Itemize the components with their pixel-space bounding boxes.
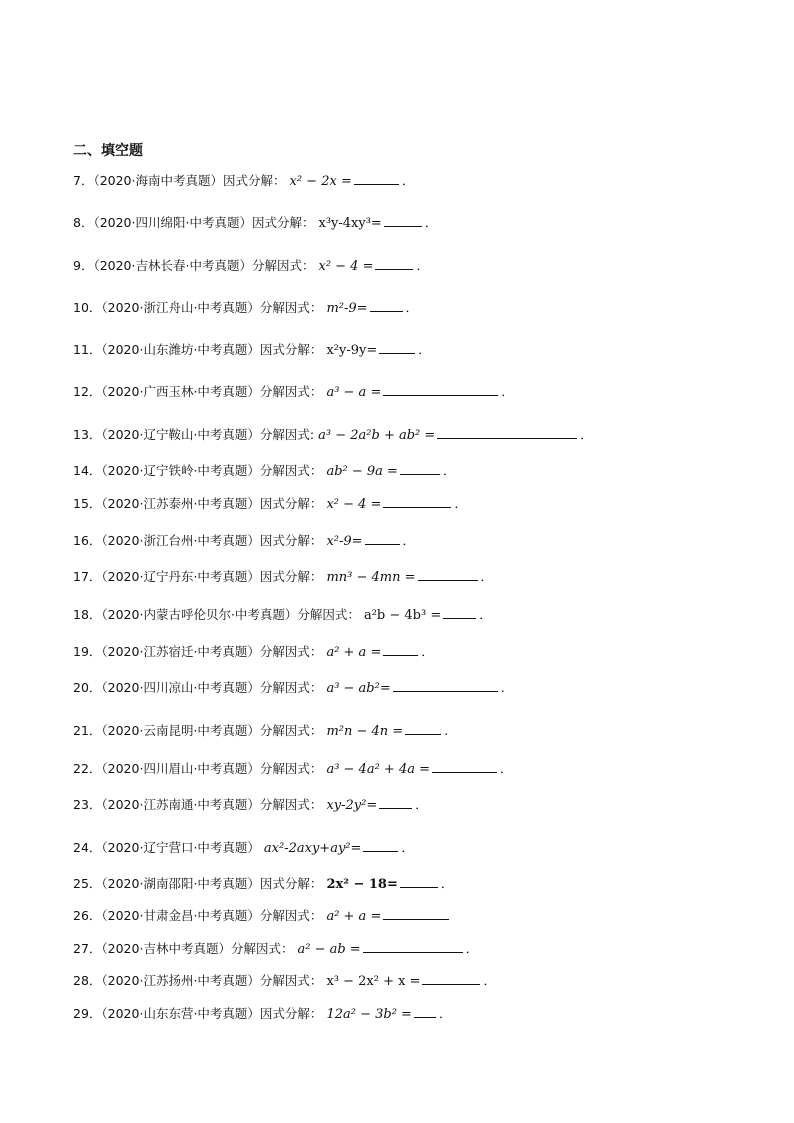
question-end-mark: . [444,723,449,738]
question-17 [73,569,493,586]
question-source: （2020·四川眉山·中考真题） [101,761,260,776]
math-expression: x² − 4 = [318,259,374,274]
math-expression: a³ − a = [326,385,382,400]
question-end-mark: ． [418,342,431,357]
question-21 [73,723,448,740]
question-15 [73,496,467,513]
answer-blank[interactable] [383,644,418,656]
math-expression: a² + a = [326,909,382,924]
question-number: 14． [73,463,102,478]
question-18 [73,607,492,624]
answer-blank[interactable] [354,173,399,185]
math-expression: a³ − ab²= [326,681,391,696]
question-end-mark: ． [438,1006,452,1021]
question-prompt: 因式分解： [259,533,323,548]
question-prompt: 因式分解： [259,569,323,584]
question-end-mark: ． [480,569,494,584]
question-prompt: 分解因式： [259,300,323,315]
question-prompt: 分解因式： [259,908,323,923]
question-12 [73,384,514,401]
question-end-mark: ． [440,876,454,891]
math-expression: 12a² − 3b² = [326,1007,412,1022]
question-number: 7． [73,173,94,188]
answer-blank[interactable] [400,876,438,888]
question-source: （2020·四川凉山·中考真题） [101,680,260,695]
question-number: 27． [73,941,102,956]
question-end-mark: ． [402,533,416,548]
answer-blank[interactable] [383,908,449,920]
question-source: （2020·江苏泰州·中考真题） [101,496,260,511]
answer-blank[interactable] [363,941,463,953]
question-number: 10． [73,300,102,315]
question-end-mark: ． [401,840,414,855]
question-11 [73,342,431,359]
answer-blank[interactable] [370,300,403,312]
question-source: （2020·辽宁铁岭·中考真题） [101,463,260,478]
question-prompt: 因式分解： [259,1006,323,1021]
answer-blank[interactable] [379,797,412,809]
answer-blank[interactable] [384,215,422,227]
answer-blank[interactable] [437,427,577,439]
question-number: 13． [73,427,102,442]
answer-blank[interactable] [393,680,498,692]
question-source: （2020·海南中考真题） [93,173,223,188]
math-expression: a² − ab = [297,942,361,957]
question-end-mark: ． [415,797,428,812]
question-source: （2020·辽宁鞍山·中考真题） [101,427,260,442]
math-expression: ab² − 9a = [326,464,398,479]
question-9 [73,258,429,275]
question-prompt: 分解因式： [297,607,360,622]
math-expression: x²-9= [326,534,363,549]
question-number: 15． [73,496,102,511]
question-prompt: 因式分解： [259,496,323,511]
question-end-mark: . [500,680,505,695]
question-13 [73,427,593,444]
math-expression: 2x² − 18= [326,877,398,892]
question-number: 20． [73,680,102,695]
question-number: 17． [73,569,102,584]
question-prompt: 分解因式： [230,941,294,956]
question-source: （2020·浙江台州·中考真题） [101,533,260,548]
question-prompt: 分解因式: [259,427,315,442]
question-27 [73,941,478,958]
math-expression: m²-9= [326,301,368,316]
answer-blank[interactable] [383,384,498,396]
question-number: 22． [73,761,102,776]
question-prompt: 分解因式： [259,644,323,659]
question-23 [73,797,428,814]
question-end-mark: ． [405,300,419,315]
question-prompt: 因式分解： [251,215,315,230]
question-prompt: 分解因式： [259,761,323,776]
math-expression: m²n − 4n = [326,724,404,739]
question-number: 8． [73,215,94,230]
question-19 [73,644,434,661]
question-prompt: 因式分解： [259,876,323,891]
question-28 [73,973,496,990]
question-16 [73,533,415,550]
question-source: （2020·甘肃金昌·中考真题） [101,908,260,923]
question-number: 28． [73,973,102,988]
answer-blank[interactable] [432,761,497,773]
question-end-mark: ． [421,644,434,659]
question-number: 19． [73,644,102,659]
answer-blank[interactable] [383,496,451,508]
question-end-mark: ． [416,258,429,273]
answer-blank[interactable] [379,342,415,354]
question-end-mark: ． [479,607,492,622]
question-number: 24． [73,840,102,855]
question-26 [73,908,452,925]
question-source: （2020·江苏扬州·中考真题） [101,973,260,988]
math-expression: x³ − 2x² + x = [326,974,421,989]
question-end-mark: ． [500,761,513,776]
question-prompt: 分解因式： [251,258,315,273]
question-end-mark: ． [483,973,496,988]
question-source: （2020·山东潍坊·中考真题） [101,342,260,357]
question-29 [73,1006,451,1023]
math-expression: a²b − 4b³ = [363,608,442,623]
question-end-mark: ． [424,215,438,230]
answer-blank[interactable] [365,533,400,545]
question-25 [73,876,453,893]
question-20 [73,680,505,697]
question-end-mark: ． [442,463,456,478]
question-number: 16． [73,533,102,548]
answer-blank[interactable] [400,463,440,475]
math-expression: mn³ − 4mn = [326,570,416,585]
math-expression: xy-2y²= [326,798,378,813]
question-end-mark: ． [401,173,415,188]
question-end-mark: ． [580,427,593,442]
question-14 [73,463,455,480]
answer-blank[interactable] [422,973,480,985]
question-number: 25． [73,876,102,891]
question-source: （2020·辽宁营口·中考真题） [101,840,260,855]
answer-blank[interactable] [405,723,441,735]
question-10 [73,300,418,317]
question-number: 26． [73,908,102,923]
question-22 [73,761,513,778]
question-source: （2020·辽宁丹东·中考真题） [101,569,260,584]
question-source: （2020·浙江舟山·中考真题） [101,300,260,315]
question-number: 29． [73,1006,102,1021]
question-end-mark: ． [465,941,479,956]
question-source: （2020·山东东营·中考真题） [101,1006,260,1021]
question-prompt: 因式分解： [223,173,286,188]
section-title: 二、填空题 [73,143,143,159]
question-8 [73,215,437,232]
question-source: （2020·吉林长春·中考真题） [93,258,252,273]
question-source: （2020·云南昆明·中考真题） [101,723,260,738]
question-number: 23． [73,797,102,812]
math-expression: x²y-9y= [326,343,378,358]
question-24 [73,840,414,857]
math-expression: ax²-2axy+ay²= [263,841,362,856]
question-source: （2020·四川绵阳·中考真题） [93,215,252,230]
math-expression: a³ − 2a²b + ab² = [318,428,436,443]
math-expression: x² − 2x = [289,174,352,189]
question-source: （2020·内蒙古呼伦贝尔·中考真题） [101,607,298,622]
question-number: 21． [73,723,102,738]
question-prompt: 分解因式： [259,797,323,812]
math-expression: a³ − 4a² + 4a = [326,762,430,777]
question-source: （2020·湖南邵阳·中考真题） [101,876,260,891]
answer-blank[interactable] [414,1006,436,1018]
question-number: 18． [73,607,102,622]
question-number: 9． [73,258,94,273]
question-prompt: 分解因式： [259,463,323,478]
question-prompt: 分解因式： [259,973,323,988]
question-number: 12． [73,384,102,399]
answer-blank[interactable] [443,607,476,619]
question-number: 11． [73,342,102,357]
question-prompt: 因式分解： [259,342,323,357]
math-expression: a² + a = [326,645,382,660]
math-expression: x³y-4xy³= [318,216,382,231]
question-source: （2020·江苏南通·中考真题） [101,797,260,812]
question-source: （2020·广西玉林·中考真题） [101,384,260,399]
question-source: （2020·吉林中考真题） [101,941,231,956]
math-expression: x² − 4 = [326,497,382,512]
question-prompt: 分解因式： [259,680,323,695]
question-prompt: 分解因式： [259,384,323,399]
answer-blank[interactable] [418,569,478,581]
question-end-mark: ． [501,384,514,399]
answer-blank[interactable] [363,840,398,852]
answer-blank[interactable] [375,258,413,270]
question-end-mark: ． [454,496,467,511]
question-prompt: 分解因式： [259,723,323,738]
question-7 [73,173,414,190]
question-source: （2020·江苏宿迁·中考真题） [101,644,260,659]
